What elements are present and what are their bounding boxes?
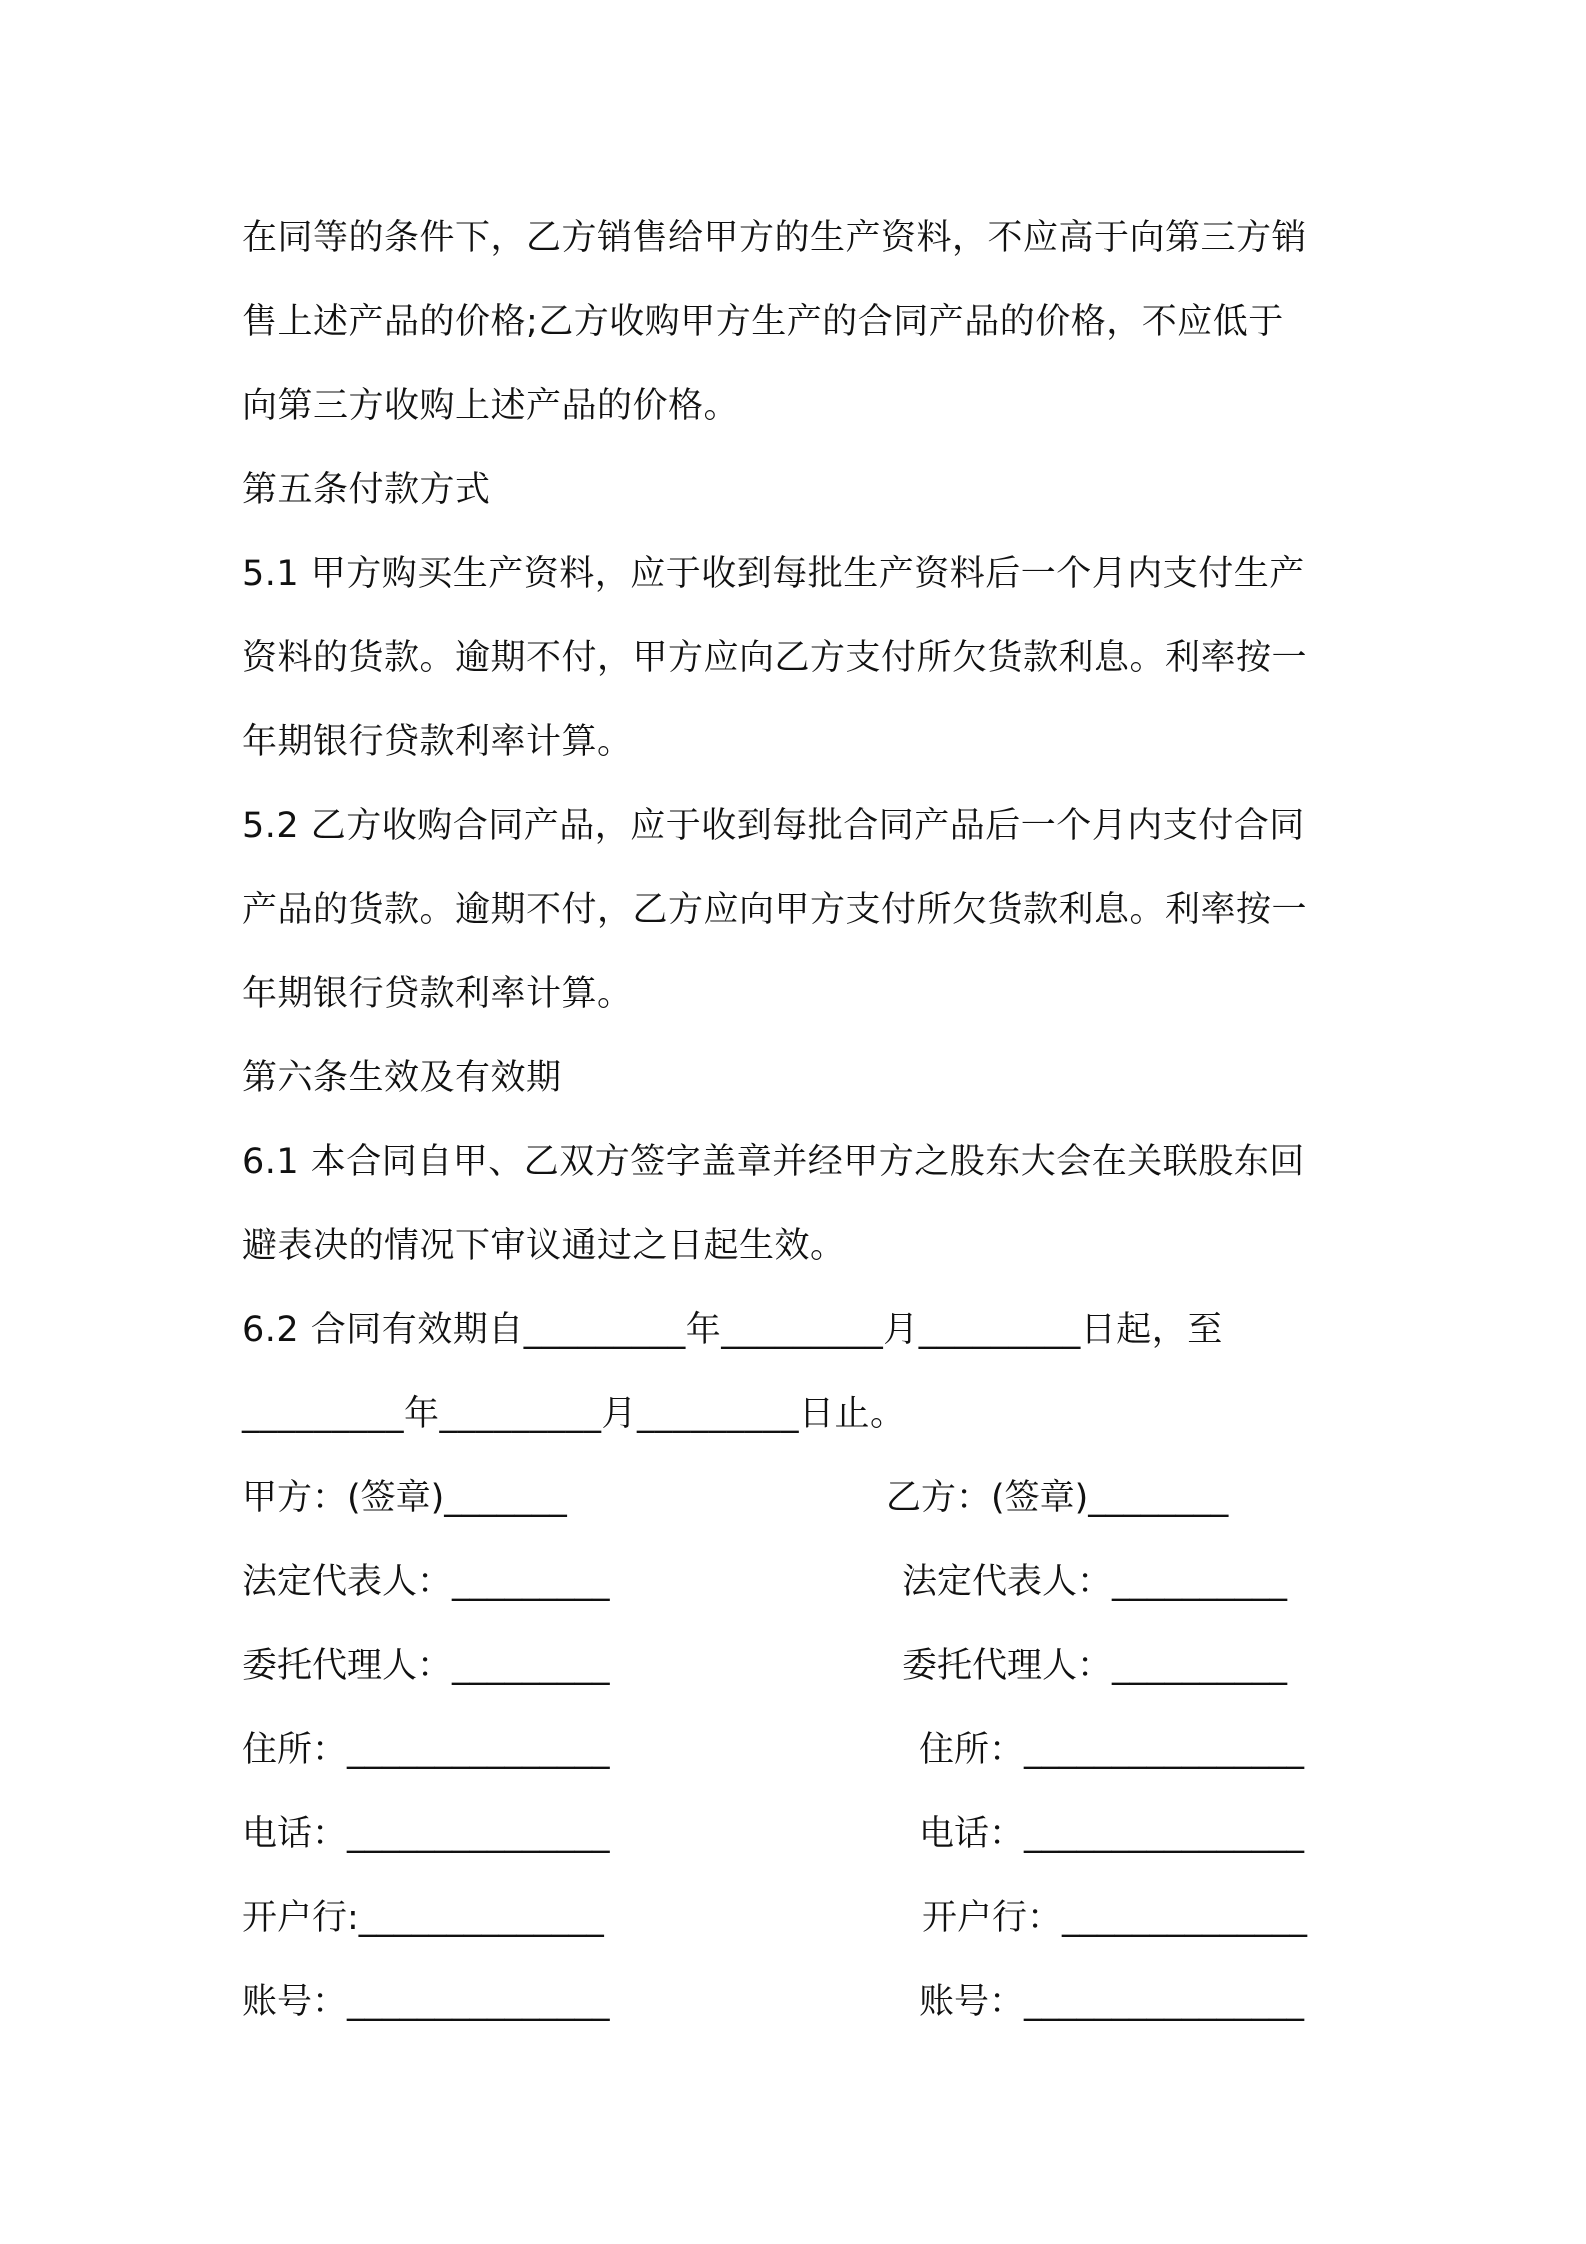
party-b-signature: 乙方：(签章)________ (886, 1478, 1229, 1518)
paragraph-line: 在同等的条件下，乙方销售给甲方的生产资料，不应高于向第三方销 (242, 218, 1308, 258)
clause-6-2: 6.2 合同有效期自_________年_________月_________日起，至 (242, 1310, 1223, 1350)
paragraph-line: 年期银行贷款利率计算。 (242, 722, 633, 762)
party-a-address: 住所：_______________ (242, 1730, 610, 1770)
party-b-legal-rep: 法定代表人：__________ (902, 1562, 1288, 1602)
signature-row-account (242, 1960, 1362, 2044)
clause-6-1: 6.1 本合同自甲、乙双方签字盖章并经甲方之股东大会在关联股东回 (242, 1142, 1305, 1182)
clause-5-2: 5.2 乙方收购合同产品，应于收到每批合同产品后一个月内支付合同 (242, 806, 1305, 846)
clause-5-1: 5.1 甲方购买生产资料，应于收到每批生产资料后一个月内支付生产 (242, 554, 1305, 594)
party-a-bank: 开户行:______________ (242, 1898, 604, 1938)
party-a-account: 账号：_______________ (242, 1982, 610, 2022)
paragraph-line: 向第三方收购上述产品的价格。 (242, 386, 740, 426)
paragraph-line: 产品的货款。逾期不付，乙方应向甲方支付所欠货款利息。利率按一 (242, 890, 1308, 930)
section-heading-payment: 第五条付款方式 (242, 470, 491, 510)
signature-row-party (242, 1456, 1362, 1540)
party-b-address: 住所：________________ (919, 1730, 1305, 1770)
party-b-account: 账号：________________ (919, 1982, 1305, 2022)
signature-row-bank (242, 1876, 1362, 1960)
signature-row-phone (242, 1792, 1362, 1876)
party-a-agent: 委托代理人：_________ (242, 1646, 610, 1686)
paragraph-line: 年期银行贷款利率计算。 (242, 974, 633, 1014)
signature-row-address (242, 1708, 1362, 1792)
paragraph-line: 避表决的情况下审议通过之日起生效。 (242, 1226, 846, 1266)
party-a-legal-rep: 法定代表人：_________ (242, 1562, 610, 1602)
party-a-phone: 电话：_______________ (242, 1814, 610, 1854)
section-heading-validity: 第六条生效及有效期 (242, 1058, 562, 1098)
paragraph-line: 资料的货款。逾期不付，甲方应向乙方支付所欠货款利息。利率按一 (242, 638, 1308, 678)
contract-page (242, 196, 1362, 2044)
paragraph-line: 售上述产品的价格;乙方收购甲方生产的合同产品的价格，不应低于 (242, 302, 1284, 342)
party-a-signature: 甲方：(签章)_______ (242, 1478, 567, 1518)
party-b-phone: 电话：________________ (919, 1814, 1305, 1854)
party-b-bank: 开户行：______________ (922, 1898, 1308, 1938)
paragraph-line: _________年_________月_________日止。 (242, 1394, 906, 1434)
signature-row-legal-rep (242, 1540, 1362, 1624)
signature-row-agent (242, 1624, 1362, 1708)
party-b-agent: 委托代理人：__________ (902, 1646, 1288, 1686)
